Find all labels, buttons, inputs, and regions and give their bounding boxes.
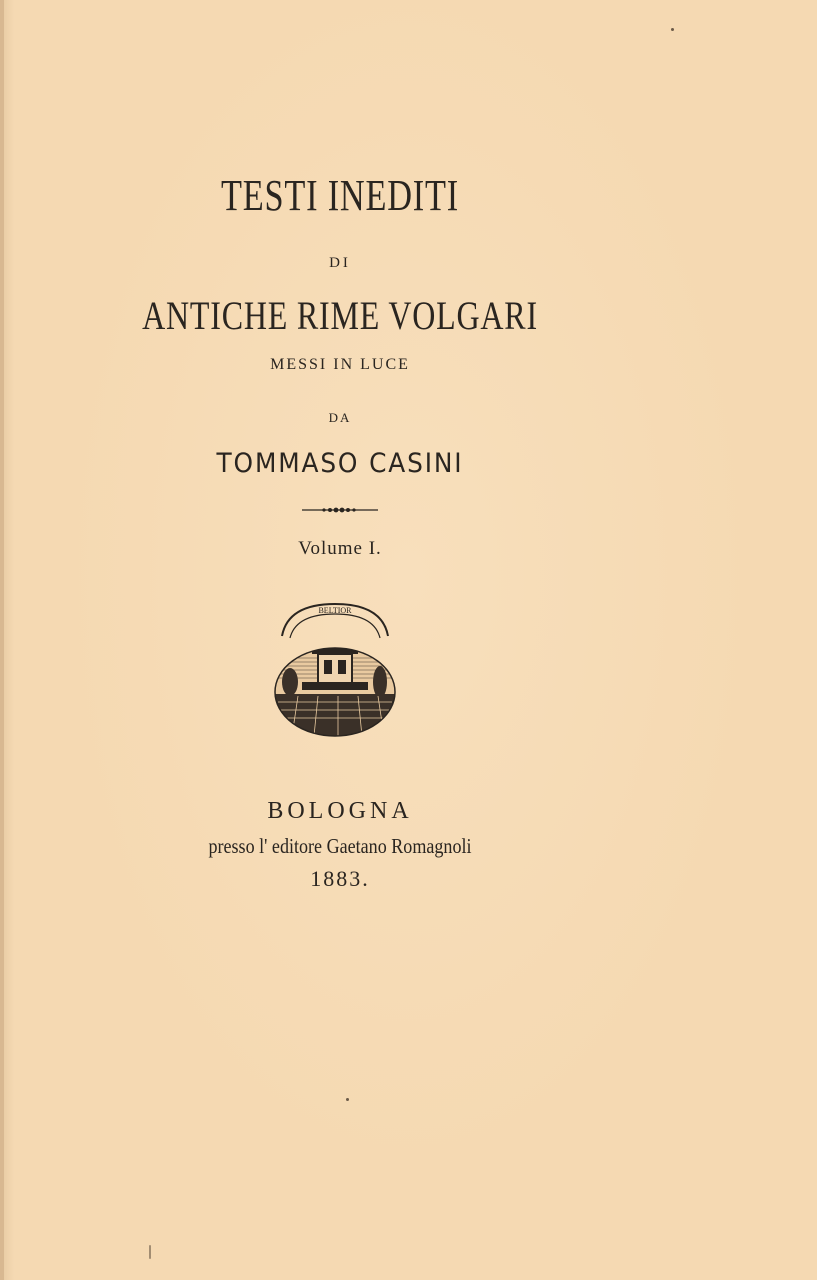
book-subtitle: ANTICHE RIME VOLGARI xyxy=(142,293,538,338)
publisher: presso l' editore Gaetano Romagnoli xyxy=(208,834,472,858)
publication-year: 1883. xyxy=(310,866,370,891)
paper-speck xyxy=(671,28,674,31)
author-connector: DA xyxy=(328,410,352,425)
title-connector: DI xyxy=(329,255,351,271)
printer-emblem-icon xyxy=(268,598,402,738)
paper-speck xyxy=(149,1245,151,1259)
emblem-motto: BELTIOR xyxy=(318,606,352,615)
publication-city: BOLOGNA xyxy=(267,798,413,824)
ornamental-rule-icon xyxy=(302,506,378,514)
edition-note: MESSI IN LUCE xyxy=(270,356,410,373)
paper-speck xyxy=(346,1098,349,1101)
author-name: TOMMASO CASINI xyxy=(216,448,464,479)
volume-number: Volume I. xyxy=(298,538,382,559)
book-title: TESTI INEDITI xyxy=(221,171,459,220)
page-edge xyxy=(0,0,4,1280)
